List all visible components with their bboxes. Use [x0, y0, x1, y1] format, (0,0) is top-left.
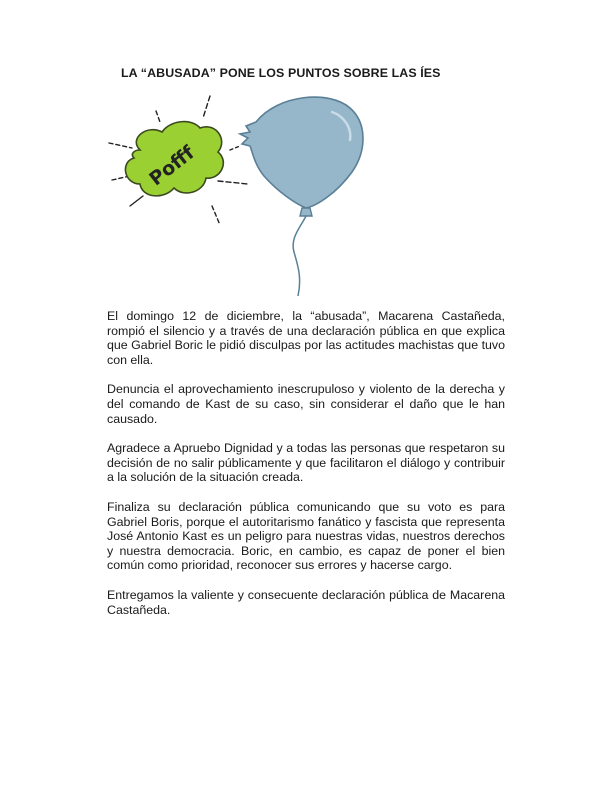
balloon-body [240, 97, 363, 208]
balloon-icon [240, 97, 363, 296]
burst-label: Pofff [145, 141, 199, 191]
balloon-knot [300, 208, 312, 216]
balloon-string [293, 216, 306, 296]
page-title: LA “ABUSADA” PONE LOS PUNTOS SOBRE LAS ÍES [121, 66, 441, 80]
paragraph: Agradece a Apruebo Dignidad y a todas las personas que respetaron su decisión de no salir públicamente y que facilitaron el diálogo y contribuir a la solución de la situación creada. [107, 441, 505, 485]
pofff-burst-icon [125, 122, 223, 196]
balloon-pop-illustration [100, 88, 400, 303]
paragraph: Finaliza su declaración pública comunicando que su voto es para Gabriel Boris, porque el autoritarismo fanático y fascista que representa José Antonio Kast es un peligro para nuestras vidas, nuestros derechos y nuestra democracia. Boric, en cambio, es capaz de poner el bien común como prioridad, reconocer sus errores y hacerse cargo. [107, 499, 505, 573]
paragraph: El domingo 12 de diciembre, la “abusada”, Macarena Castañeda, rompió el silencio y a través de una declaración pública en que explica que Gabriel Boric le pidió disculpas por las actitudes machistas que tuvo con ella. [107, 309, 505, 367]
paragraph: Denuncia el aprovechamiento inescrupuloso y violento de la derecha y del comando de Kast de su caso, sin considerar el daño que le han causado. [107, 382, 505, 426]
paragraph: Entregamos la valiente y consecuente declaración pública de Macarena Castañeda. [107, 587, 505, 617]
article-body [107, 309, 505, 632]
